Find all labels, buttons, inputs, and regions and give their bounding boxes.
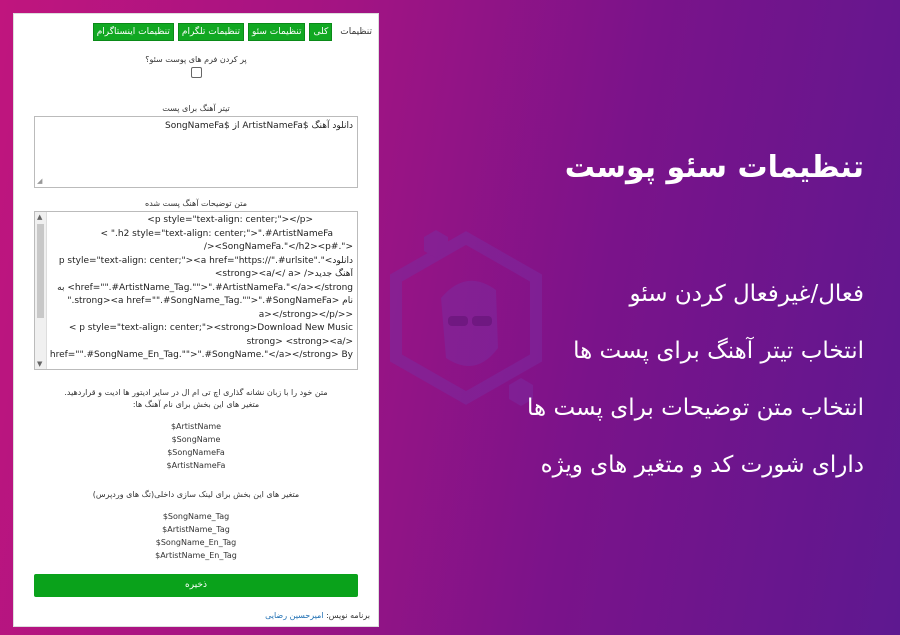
link-variable-item: SongName_Tag$ <box>162 512 230 521</box>
link-variable-item: ArtistName_En_Tag$ <box>155 551 237 560</box>
code-line: p style="text-align: center;"><strong>Download New Music > <box>68 323 353 333</box>
author-label: برنامه نویس: <box>326 611 370 620</box>
feature-item: فعال/غیرفعال کردن سئو <box>629 281 864 307</box>
feature-item: دارای شورت کد و متغیر های ویژه <box>540 452 864 478</box>
arrow-up-icon[interactable]: ▲ <box>37 213 43 221</box>
title-textarea[interactable] <box>34 116 358 188</box>
code-line: <p style="text-align: center;"></p> <box>147 215 313 225</box>
arrow-down-icon[interactable]: ▼ <box>37 360 43 368</box>
link-vars-title: متغیر های این بخش برای لینک سازی داخلی(تگ های وردپرس) <box>92 490 300 499</box>
code-line: href="".#SongName_En_Tag."">".#SongName."</a></strong> By <box>49 350 353 360</box>
tab-telegram-settings[interactable]: تنظیمات تلگرام <box>178 23 244 41</box>
variable-item: ArtistName$ <box>170 422 222 431</box>
tab-general[interactable]: کلی <box>309 23 332 41</box>
tab-bar <box>93 23 372 41</box>
code-line: دانلود>"."p style="text-align: center;"><a href="https://".#urlsite <box>58 255 353 266</box>
fill-seo-checkbox[interactable] <box>191 67 202 78</box>
settings-label: تنظیمات <box>340 27 372 37</box>
hexagon-character-logo <box>386 228 546 408</box>
variable-item: SongName$ <box>171 435 221 444</box>
tab-instagram-settings[interactable]: تنظیمات اینستاگرام <box>93 23 174 41</box>
variable-item: ArtistNameFa$ <box>166 461 226 470</box>
save-button[interactable]: ذخیره <box>34 574 358 597</box>
feature-item: انتخاب متن توضیحات برای پست ها <box>527 395 864 421</box>
code-line: نام <strong><a href="".#SongName_Tag."">".#SongNameFa." <box>67 296 353 306</box>
fill-seo-label: پر کردن فرم های پوست سئو؟ <box>145 55 247 64</box>
code-line: <</a></strong></p <box>258 309 353 320</box>
vars-list <box>14 420 378 472</box>
scrollbar[interactable] <box>35 212 47 369</box>
link-vars-list <box>14 510 378 562</box>
description-lines <box>49 214 353 363</box>
title-label: تیتر آهنگ برای پست <box>162 104 230 113</box>
variable-item: SongNameFa$ <box>167 448 225 457</box>
scrollbar-thumb[interactable] <box>37 224 44 318</box>
code-line: آهنگ جدید</ <strong><a/</ a> <box>214 269 353 279</box>
author-name-link[interactable]: امیرحسین رضایی <box>265 611 324 620</box>
tab-seo-settings[interactable]: تنظیمات سئو <box>248 23 306 41</box>
code-line: </strong> <strong><a <box>246 336 353 347</box>
code-line: href="".#ArtistName_Tag."">".#ArtistNameFa."</a></strong> به <box>57 282 353 293</box>
vars-title: متغیر های این بخش برای نام آهنگ ها: <box>132 400 260 409</box>
html-hint: متن خود را با زبان نشانه گذاری اچ تی ام ال در سایر ادیتور ها ادیت و قراردهید. <box>64 388 328 397</box>
title-value: دانلود آهنگ $ArtistNameFa از $SongNameFa <box>164 121 353 131</box>
description-label: متن توضیحات آهنگ پست شده <box>145 199 247 208</box>
code-line: <".#SongNameFa."</h2><p></ <box>203 242 353 252</box>
link-variable-item: SongName_En_Tag$ <box>155 538 237 547</box>
page-heading: تنظیمات سئو پوست <box>564 150 864 185</box>
code-line: h2 style="text-align: center;">".#ArtistNameFa." > <box>100 228 333 239</box>
description-textarea[interactable] <box>34 211 358 370</box>
resize-handle[interactable]: ◢ <box>37 177 43 185</box>
author-line <box>265 611 370 620</box>
link-variable-item: ArtistName_Tag$ <box>162 525 230 534</box>
feature-item: انتخاب تیتر آهنگ برای پست ها <box>573 338 864 364</box>
features-list <box>527 277 864 505</box>
settings-panel <box>14 14 378 626</box>
